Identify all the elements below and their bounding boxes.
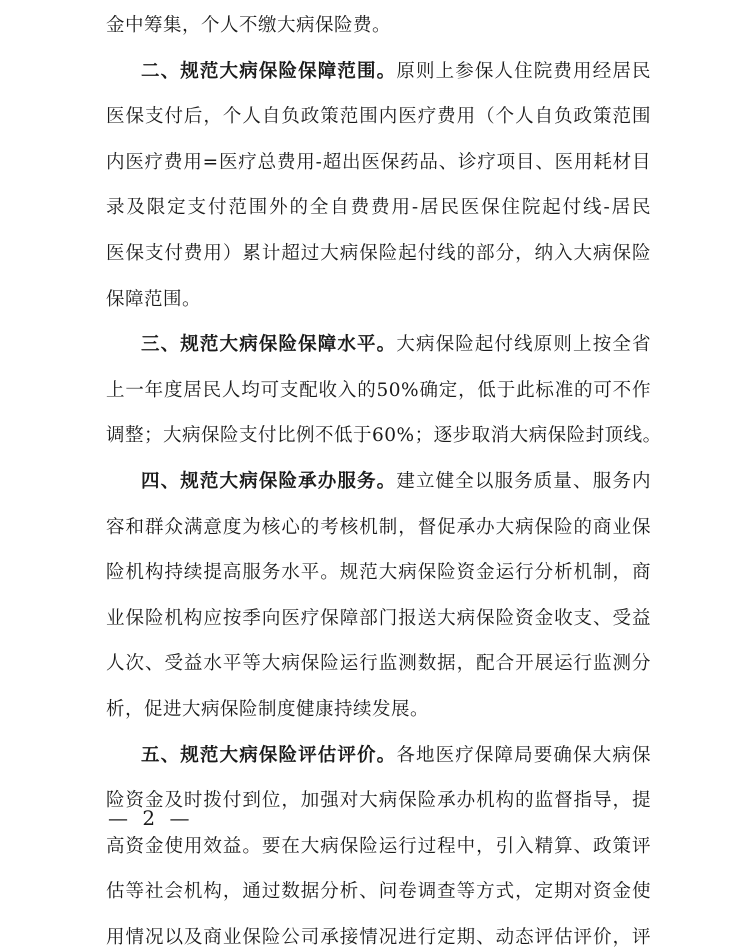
paragraph-line <box>106 652 651 676</box>
section-heading-line <box>141 60 651 84</box>
paragraph-line <box>106 288 651 312</box>
line-text: 人次、受益水平等大病保险运行监测数据，配合开展运行监测分 <box>106 653 651 674</box>
section-heading-line <box>141 333 651 357</box>
line-text: 上一年度居民人均可支配收入的50%确定，低于此标准的可不作 <box>106 380 651 401</box>
line-text: 医保支付后，个人自负政策范围内医疗费用（个人自负政策范围 <box>106 106 651 127</box>
paragraph-line <box>106 379 651 403</box>
paragraph-line <box>106 698 651 722</box>
line-text: 保障范围。 <box>106 289 202 310</box>
line-text: 录及限定支付范围外的全自费费用-居民医保住院起付线-居民 <box>106 197 651 218</box>
line-text: 金中筹集，个人不缴大病保险费。 <box>106 15 392 36</box>
line-text: 险机构持续提高服务水平。规范大病保险资金运行分析机制，商 <box>106 562 651 583</box>
line-text: 险资金及时拨付到位，加强对大病保险承办机构的监督指导，提 <box>106 790 651 811</box>
paragraph-line <box>106 880 651 904</box>
section-heading: 五、规范大病保险评估评价。 <box>141 745 397 766</box>
paragraph-line <box>106 926 651 950</box>
section-heading: 二、规范大病保险保障范围。 <box>141 61 397 82</box>
section-heading: 三、规范大病保险保障水平。 <box>141 334 397 355</box>
paragraph-line <box>106 835 651 859</box>
paragraph-line <box>106 151 651 175</box>
line-text: 容和群众满意度为核心的考核机制，督促承办大病保险的商业保 <box>106 517 651 538</box>
paragraph-line <box>106 607 651 631</box>
line-text: 调整；大病保险支付比例不低于60%；逐步取消大病保险封顶线。 <box>106 425 662 446</box>
line-text: 业保险机构应按季向医疗保障部门报送大病保险资金收支、受益 <box>106 608 651 629</box>
paragraph-line <box>106 105 651 129</box>
paragraph-line <box>106 424 662 448</box>
line-text: 大病保险起付线原则上按全省 <box>396 334 651 355</box>
line-text: 建立健全以服务质量、服务内 <box>396 471 651 492</box>
line-text: 析，促进大病保险制度健康持续发展。 <box>106 699 430 720</box>
paragraph-line <box>106 14 651 38</box>
line-text: 原则上参保人住院费用经居民 <box>396 61 651 82</box>
section-heading-line <box>141 744 651 768</box>
section-heading-line <box>141 470 651 494</box>
line-text: 医保支付费用）累计超过大病保险起付线的部分，纳入大病保险 <box>106 243 651 264</box>
line-text: 用情况以及商业保险公司承接情况进行定期、动态评估评价，评 <box>106 927 651 948</box>
line-text: 各地医疗保障局要确保大病保 <box>396 745 651 766</box>
paragraph-line <box>106 516 651 540</box>
line-text: 高资金使用效益。要在大病保险运行过程中，引入精算、政策评 <box>106 836 651 857</box>
paragraph-line <box>106 196 651 220</box>
paragraph-line <box>106 242 651 266</box>
page-number: — 2 — <box>108 806 194 830</box>
line-text: 估等社会机构，通过数据分析、问卷调查等方式，定期对资金使 <box>106 881 651 902</box>
section-heading: 四、规范大病保险承办服务。 <box>141 471 397 492</box>
paragraph-line <box>106 561 651 585</box>
line-text: 内医疗费用=医疗总费用-超出医保药品、诊疗项目、医用耗材目 <box>106 152 651 173</box>
